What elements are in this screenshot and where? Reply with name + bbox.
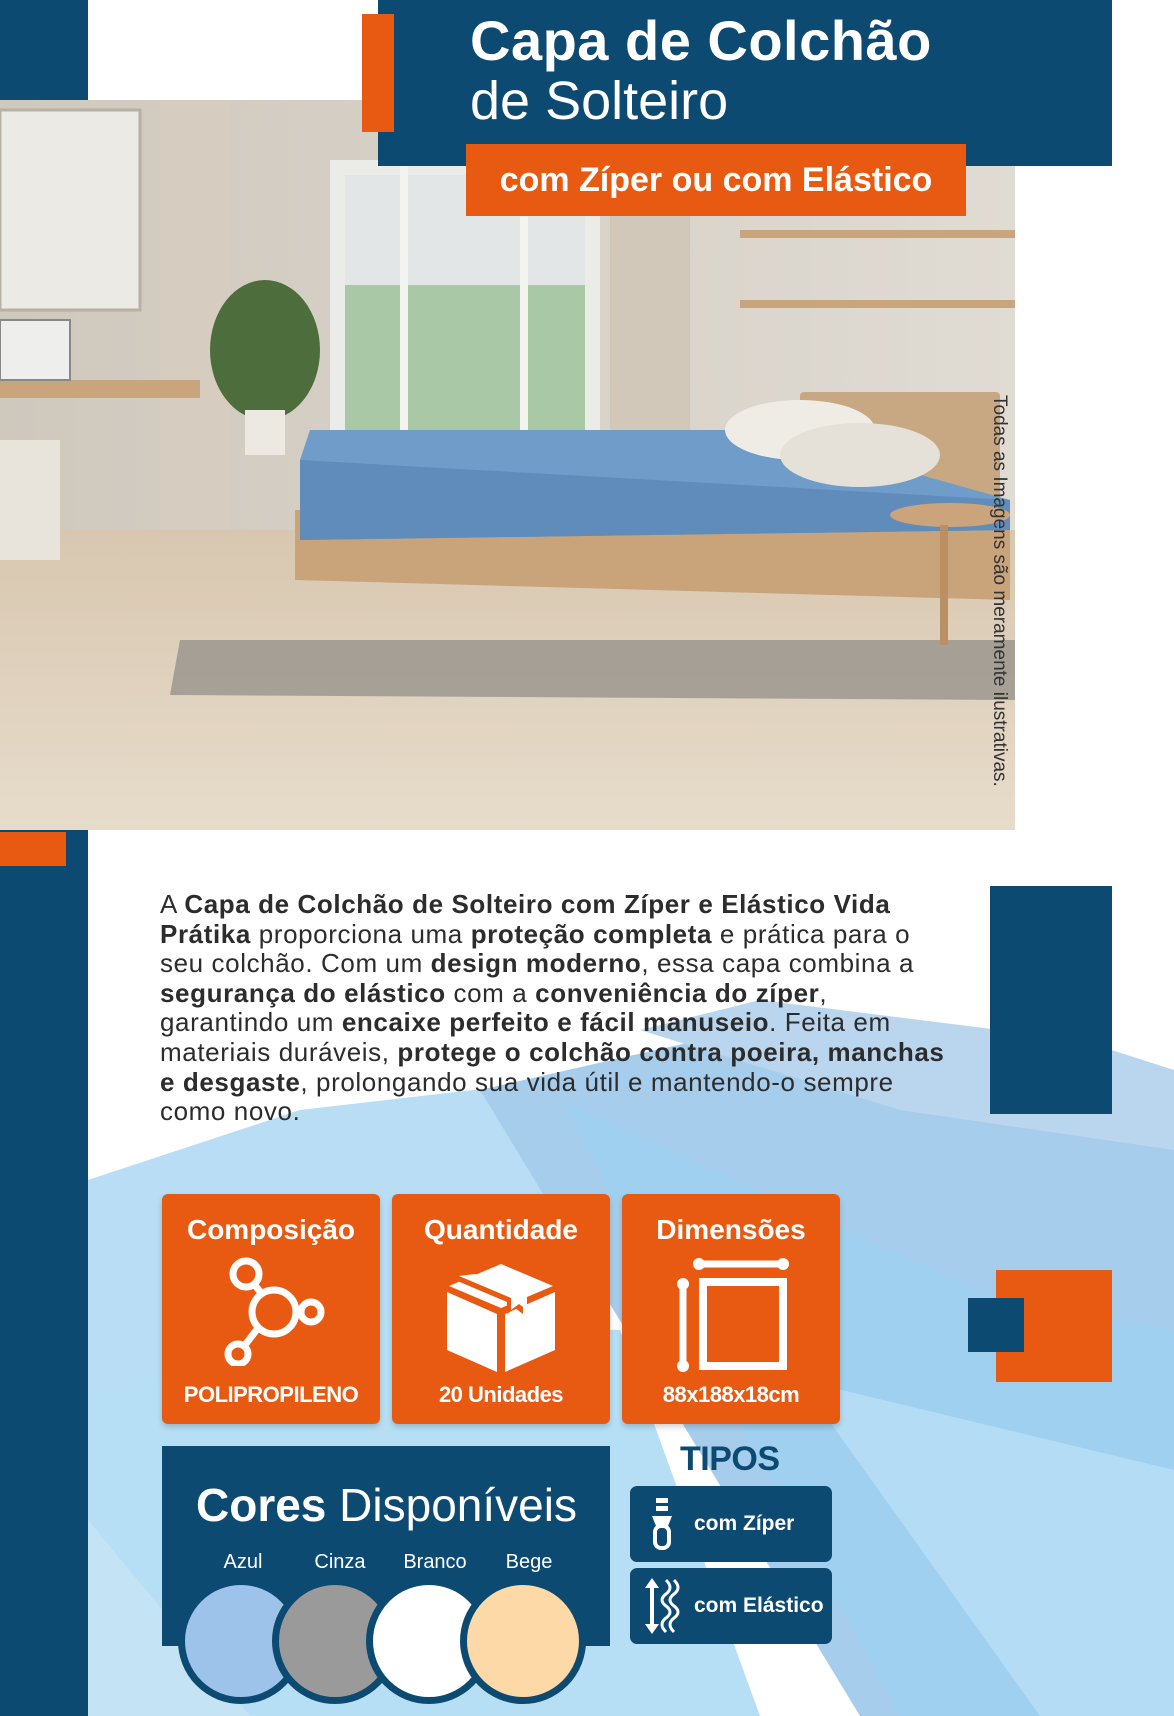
description-text: , essa capa combina a (641, 948, 915, 979)
types-heading: TIPOS (680, 1440, 780, 1478)
description-text: com a (445, 977, 536, 1008)
spec-value: 20 Unidades (438, 1382, 564, 1407)
zipper-icon (638, 1496, 686, 1552)
description-text: A (160, 889, 185, 919)
description-text: proporciona uma (250, 918, 471, 949)
spec-title: Quantidade (423, 1214, 578, 1245)
type-zipper-button[interactable] (630, 1486, 832, 1562)
description-text: , garantindo um (160, 977, 828, 1038)
subtitle-badge (466, 144, 966, 216)
spec-title: Composição (186, 1214, 356, 1245)
type-elastic-button[interactable] (630, 1568, 832, 1644)
subtitle: com Zíper ou com Elástico (499, 160, 933, 199)
image-disclaimer: Todas as Imagens são meramente ilustrativas. (989, 395, 1010, 787)
swatch-label-cinza: Cinza (314, 1551, 366, 1573)
description-text: e prática para o seu colchão. Com um (160, 918, 911, 979)
spec-card-composition (162, 1194, 380, 1424)
right-navy-block (990, 886, 1112, 1114)
description-text: , prolongando sua vida útil e mantendo-o sempre como novo. (160, 1066, 894, 1127)
type-zipper-label: com Zíper (694, 1512, 795, 1535)
description-bold-text: protege o colchão contra poeira, manchas e desgaste (160, 1036, 945, 1097)
dimensions-icon (671, 1256, 791, 1377)
spec-card-quantity (392, 1194, 610, 1424)
top-left-white-block (88, 0, 378, 100)
title-line-2: de Solteiro (470, 71, 729, 131)
description-bold-text: segurança do elástico (160, 977, 446, 1008)
decorative-navy-square (968, 1298, 1024, 1352)
spec-title: Dimensões (656, 1214, 806, 1245)
box-icon (441, 1256, 561, 1381)
description-bold-text: proteção completa (470, 918, 713, 949)
swatch-label-azul: Azul (223, 1551, 263, 1573)
description-bold-text: design moderno (430, 948, 642, 979)
description-bold-text: encaixe perfeito e fácil manuseio (341, 1007, 770, 1038)
product-description (160, 890, 960, 1127)
molecule-icon (216, 1256, 326, 1371)
spec-value: POLIPROPILENO (183, 1382, 359, 1407)
description-bold-text: Capa de Colchão de Solteiro com Zíper e Elástico Vida Prátika (160, 889, 891, 949)
type-elastic-label: com Elástico (694, 1594, 824, 1617)
title-line-1: Capa de Colchão (470, 9, 932, 72)
spec-value: 88x188x18cm (662, 1382, 800, 1407)
swatch-label-branco: Branco (403, 1551, 467, 1573)
colors-title (196, 1478, 577, 1532)
left-orange-accent (0, 832, 66, 866)
description-text: . Feita em materiais duráveis, (160, 1007, 891, 1067)
colors-title-bold: Cores (196, 1479, 327, 1531)
spec-card-dimensions (622, 1194, 840, 1424)
elastic-icon (638, 1576, 686, 1636)
description-bold-text: conveniência do zíper (535, 977, 820, 1008)
swatch-label-bege: Bege (505, 1551, 553, 1573)
swatch-bege[interactable] (460, 1578, 586, 1704)
colors-title-regular: Disponíveis (339, 1479, 577, 1531)
title-orange-accent (362, 14, 394, 132)
